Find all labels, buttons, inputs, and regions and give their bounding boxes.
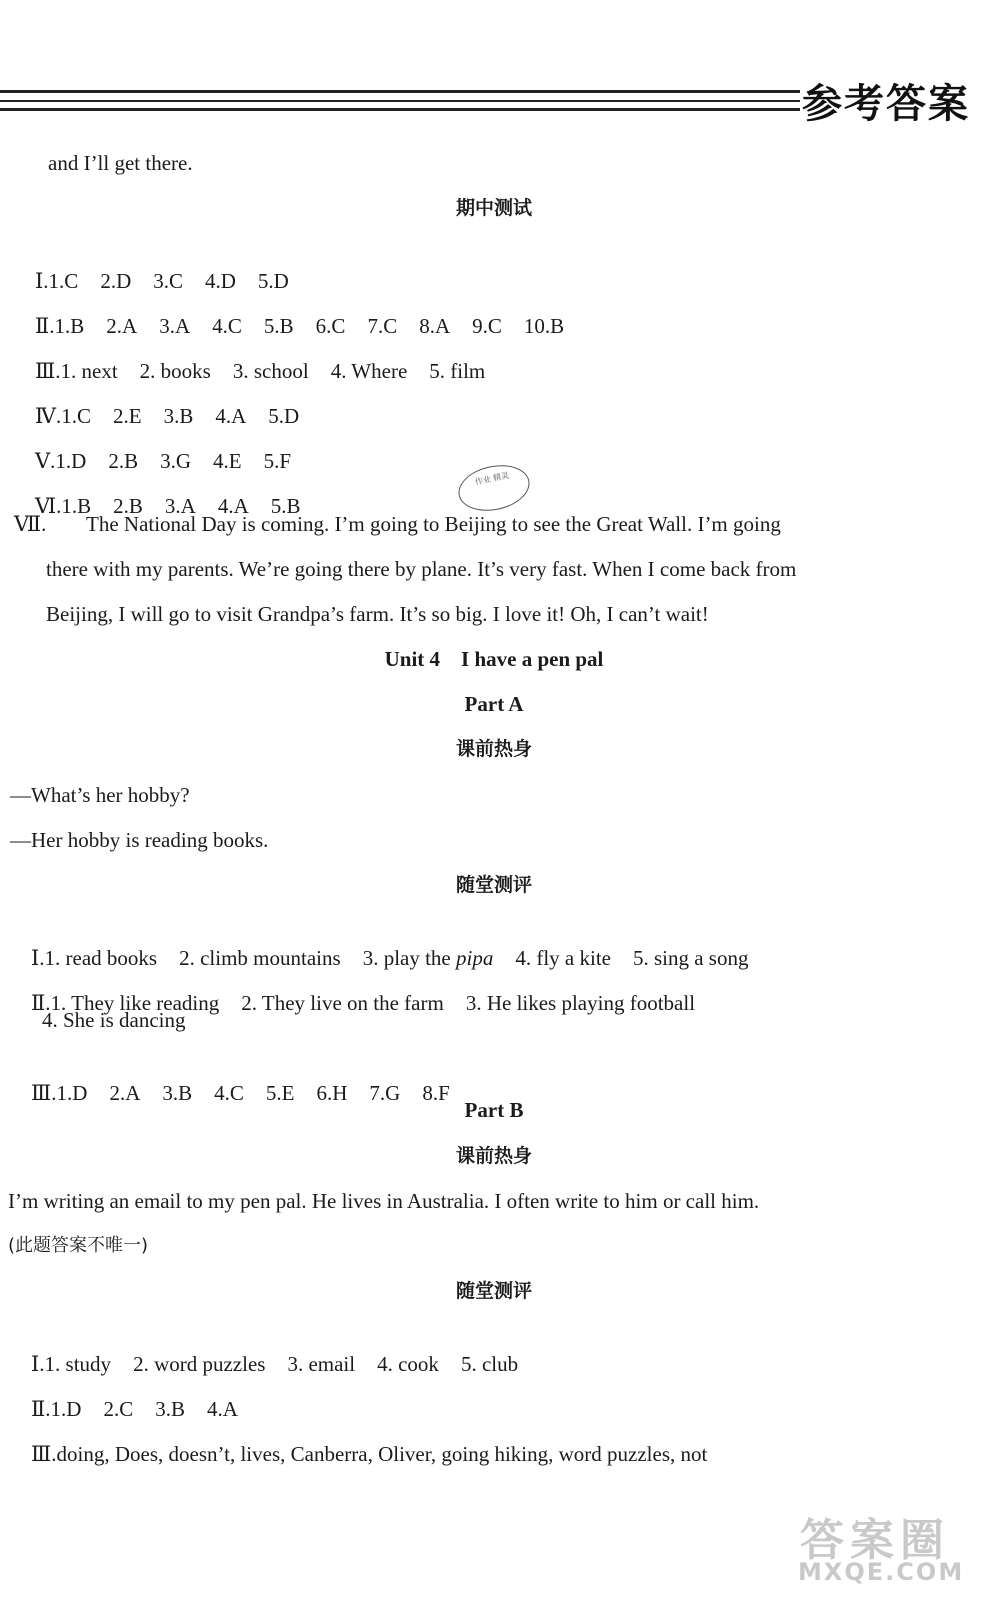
answer-item: 3.A [164,494,196,518]
answer-item: 2.A [109,1081,141,1105]
midterm-essay-label: Ⅶ. [14,512,47,536]
essay-line: The National Day is coming. I’m going to Beijing to see the Great Wall. I’m going [86,512,781,536]
stamp-seal: 作业 精灵 [454,459,534,517]
answer-item: 5.F [263,449,292,473]
logo-url: MXQE.COM [798,1558,965,1586]
section-label: Ⅰ. [35,269,49,293]
section-label: Ⅴ. [35,449,56,473]
answer-item-italic: pipa [456,946,494,970]
answer-item: 1. next [60,359,118,383]
answer-item: 2. climb mountains [179,946,341,970]
warmup-title: 课前热身 [455,1145,532,1167]
answer-item: 4.C [212,314,242,338]
answer-item: 10.B [523,314,565,338]
header-rule [0,108,800,111]
answer-item: 1.C [48,269,79,293]
answer-item: 5.E [265,1081,295,1105]
answer-item: 4.A [217,494,249,518]
logo-text: 答案圈 [800,1515,950,1566]
answer-item: 2. word puzzles [133,1352,266,1376]
header-rule [0,90,800,93]
section-label: Ⅰ. [31,1352,45,1376]
answer-item: 5. film [429,359,486,383]
answer-item: 5. club [460,1352,519,1376]
answer-item: 8.F [422,1081,450,1105]
midterm-title: 期中测试 [455,197,532,219]
answer-item: 3.C [153,269,183,293]
answer-item: 7.G [369,1081,401,1105]
answer-item: 6.C [315,314,346,338]
warmup-text: I’m writing an email to my pen pal. He lives in Australia. I often write to him or call him. [8,1189,760,1213]
answer-item: 6.H [316,1081,348,1105]
answer-item: 1.C [61,404,91,428]
section-label: Ⅵ. [35,494,62,518]
answer-item: 2.C [103,1397,134,1421]
watermark-logo [790,1500,980,1590]
header-title: 参考答案 [802,81,970,127]
unit-title: Unit 4 I have a pen pal [384,647,604,671]
answer-item: 4. cook [377,1352,439,1376]
essay-line: there with my parents. We’re going there by plane. It’s very fast. When I come back from [46,557,797,581]
part-a-title: Part A [464,692,524,716]
answer-item: 4.E [213,449,242,473]
answer-item: 1.B [61,494,92,518]
answer-item: 1. read books [44,946,158,970]
continuation-line: and I’ll get there. [48,151,193,175]
section-label: Ⅱ. [35,314,55,338]
answer-item: 5.B [263,314,294,338]
answer-item: 3. play the [362,946,456,970]
answer-item: 4. Where [330,359,408,383]
answer-item: 5.D [268,404,300,428]
answer-item: 2.B [113,494,143,518]
part-b-title: Part B [464,1098,524,1122]
answer-item: 3.A [159,314,191,338]
answer-item: 1.D [50,1397,82,1421]
test-title: 随堂测评 [455,1280,532,1302]
section-label: Ⅲ. [31,1081,57,1105]
answer-item: 8.A [419,314,451,338]
answer-item: 2. books [139,359,211,383]
warmup-line: —What’s her hobby? [10,783,190,807]
answer-item: 1.D [55,449,87,473]
answer-item: 4. She is dancing [42,1008,186,1032]
answer-item: 5.D [257,269,289,293]
answer-item: 7.C [367,314,398,338]
answer-item: 1.B [54,314,85,338]
section-label: Ⅱ. [31,991,51,1015]
answer-item: 3. email [287,1352,356,1376]
part-b-section-3 [10,1412,707,1496]
answer-item: 1.D [56,1081,88,1105]
answer-item: 4.D [205,269,236,293]
answer-item: 3.B [163,404,194,428]
answer-item: 3. He likes playing football [465,991,696,1015]
answer-item: doing, Does, doesn’t, lives, Canberra, Oliver, going hiking, word puzzles, not [56,1442,708,1466]
answer-item: 2.B [108,449,139,473]
section-label: Ⅰ. [31,946,45,970]
answer-item: 4. fly a kite [515,946,611,970]
answer-item: 4.A [215,404,247,428]
answer-item: 3.G [160,449,192,473]
answer-item: 2.A [106,314,138,338]
section-label: Ⅲ. [31,1442,57,1466]
answer-item: 2.D [100,269,132,293]
essay-line: Beijing, I will go to visit Grandpa’s farm. It’s so big. I love it! Oh, I can’t wait! [46,602,709,626]
answer-item: 3.B [155,1397,185,1421]
warmup-line: —Her hobby is reading books. [10,828,269,852]
warmup-title: 课前热身 [455,738,532,760]
answer-note: (此题答案不唯一) [8,1235,149,1256]
page-header [0,70,988,130]
answer-item: 2.E [113,404,142,428]
answer-item: 1. study [44,1352,112,1376]
answer-item: 4.C [214,1081,244,1105]
answer-item: 2. They live on the farm [241,991,444,1015]
section-label: Ⅲ. [35,359,61,383]
answer-item: 5. sing a song [632,946,749,970]
section-label: Ⅱ. [31,1397,51,1421]
answer-item: 5.B [270,494,301,518]
answer-item: 9.C [472,314,502,338]
answer-item: 4.A [206,1397,238,1421]
header-rule [0,100,800,102]
answer-item: 3.B [162,1081,193,1105]
answer-item: 1. They like reading [50,991,220,1015]
answer-item: 3. school [232,359,309,383]
section-label: Ⅳ. [35,404,62,428]
test-title: 随堂测评 [455,874,532,896]
